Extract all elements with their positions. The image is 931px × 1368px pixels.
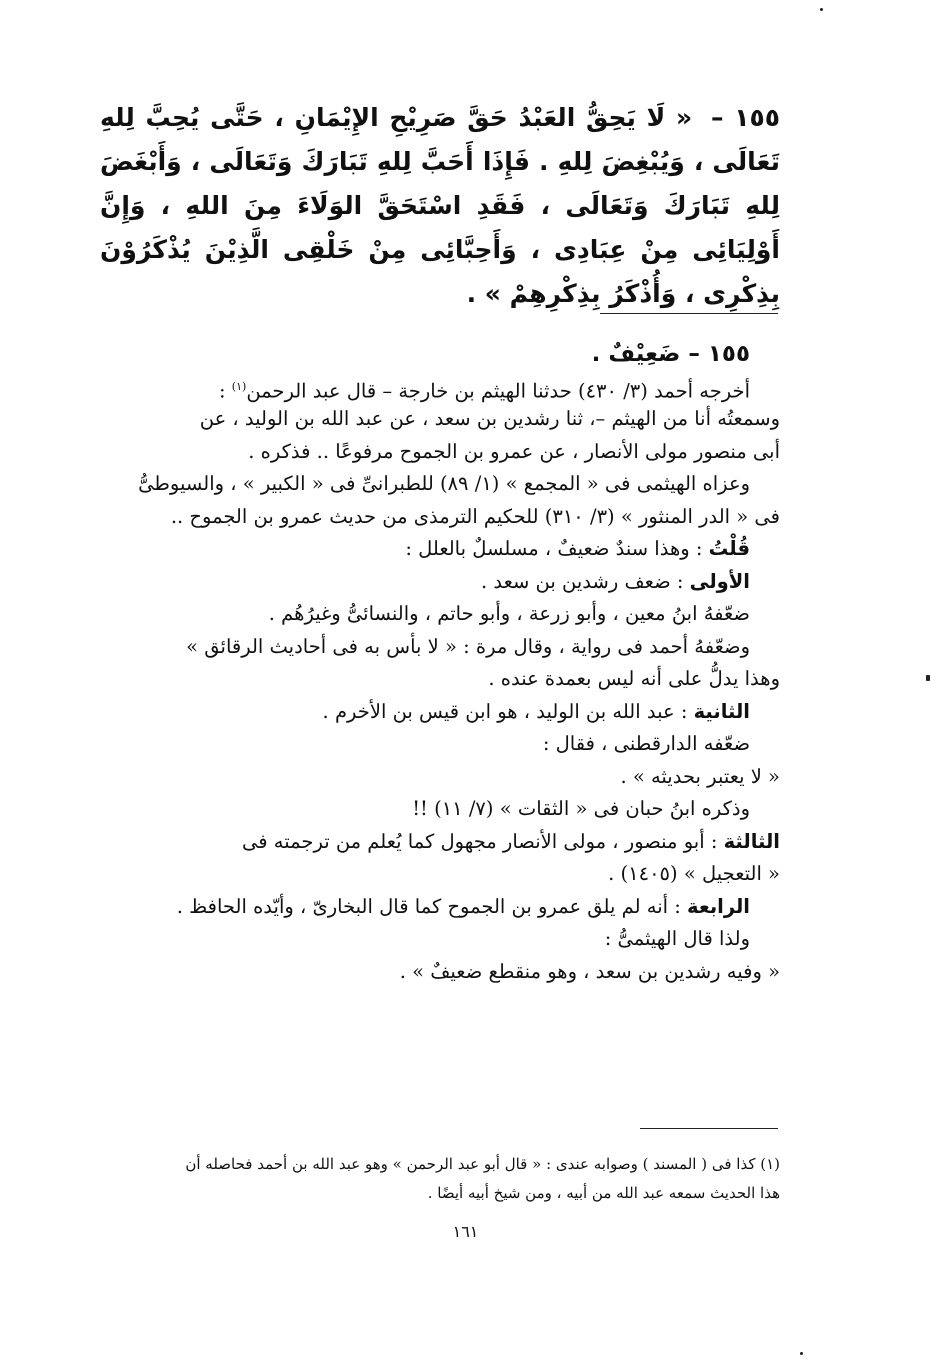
commentary-line: الثانية : عبد الله بن الوليد ، هو ابن قيس بن الأخرم . <box>322 699 750 723</box>
commentary-section <box>100 338 780 988</box>
footnote-line: (١) كذا فى ( المسند ) وصوابه عندى : « قال أبو عبد الرحمن » وهو عبد الله بن أحمد فحاصله أن <box>185 1155 780 1173</box>
footnote-rule <box>640 1128 778 1129</box>
label-fourth: الرابعة <box>687 894 750 918</box>
hadith-number: ١٥٥ – <box>710 103 780 132</box>
commentary-line: الأولى : ضعف رشدين بن سعد . <box>480 569 750 593</box>
commentary-line: ضعّفه الدارقطنى ، فقال : <box>542 732 750 755</box>
commentary-line: وضعّفهُ أحمد فى رواية ، وقال مرة : « لا بأس به فى أحاديث الرقائق » <box>186 634 750 658</box>
commentary-line: فى « الدر المنثور » (٣/ ٣١٠) للحكيم الترمذى من حديث عمرو بن الجموح .. <box>170 504 780 528</box>
commentary-line: « وفيه رشدين بن سعد ، وهو منقطع ضعيفٌ » . <box>399 959 780 983</box>
footnote-marker[interactable]: (١) <box>231 379 247 393</box>
commentary-line: ضعّفهُ ابنُ معين ، وأبو زرعة ، وأبو حاتم ، والنسائىُّ وغيرُهُم . <box>268 602 750 625</box>
commentary-line: وذكره ابنُ حبان فى « الثقات » (٧/ ١١) !! <box>412 797 750 820</box>
hadith-text <box>100 96 780 316</box>
label-second: الثانية <box>693 699 750 723</box>
commentary-line: الرابعة : أنه لم يلق عمرو بن الجموح كما قال البخارىّ ، وأيّده الحافظ . <box>176 894 750 918</box>
commentary-line: قُلْتُ : وهذا سندٌ ضعيفٌ ، مسلسلٌ بالعلل : <box>405 537 750 560</box>
commentary-heading: ١٥٥ – ضَعِيْفٌ . <box>591 341 750 367</box>
label-qultu: قُلْتُ <box>708 537 750 560</box>
page-number: ١٦١ <box>452 1222 479 1241</box>
commentary-line: أبى منصور مولى الأنصار ، عن عمرو بن الجموح مرفوعًا .. فذكره . <box>248 439 780 463</box>
label-third: الثالثة <box>723 829 780 853</box>
commentary-line: وسمعتُه أنا من الهيثم –، ثنا رشدين بن سعد ، عن عبد الله بن الوليد ، عن <box>199 407 780 430</box>
commentary-line: ولذا قال الهيثمىُّ : <box>604 927 750 950</box>
commentary-line: وعزاه الهيثمى فى « المجمع » (١/ ٨٩) للطبرانىِّ فى « الكبير » ، والسيوطىُّ <box>138 472 750 495</box>
scan-speck <box>820 8 823 11</box>
hadith-body: « لَا يَحِقُّ العَبْدُ حَقَّ صَرِيْحِ الإِيْمَانِ ، حَتَّى يُحِبَّ لِلهِ تَعَالَى ، وَيُبْغِضَ لِلهِ . فَإِذَا أَحَبَّ لِلهِ تَبَارَكَ وَتَعَالَى ، وَأَبْغَضَ لِلهِ تَبَارَكَ وَتَعَالَى ، فَقَدِ اسْتَحَقَّ الوَلَاءَ مِنَ اللهِ ، وَإِنَّ أَوْلِيَائِى مِنْ عِبَادِى ، وَأَحِبَّائِى مِنْ خَلْقِى الَّذِيْنَ يُذْكَرُوْنَ بِذِكْرِى ، وَأُذْكَرُ بِذِكْرِهِمْ » . <box>100 103 780 308</box>
footnote-line: هذا الحديث سمعه عبد الله من أبيه ، ومن شيخ أبيه أيضًا . <box>427 1184 780 1202</box>
label-first: الأولى <box>689 569 750 593</box>
commentary-line: « لا يعتبر بحديثه » . <box>620 764 780 788</box>
commentary-line: « التعجيل » (١٤٠٥) . <box>608 862 780 885</box>
scan-speck <box>926 675 930 681</box>
footnote <box>100 1150 780 1208</box>
scan-speck <box>800 1352 803 1355</box>
commentary-line: أخرجه أحمد (٣/ ٤٣٠) حدثنا الهيثم بن خارجة – قال عبد الرحمن$^{(١)}$ : <box>219 379 750 402</box>
commentary-line: الثالثة : أبو منصور ، مولى الأنصار مجهول كما يُعلم من ترجمته فى <box>242 829 780 853</box>
commentary-line: وهذا يدلُّ على أنه ليس بعمدة عنده . <box>488 667 780 690</box>
separator-rule <box>600 313 778 314</box>
